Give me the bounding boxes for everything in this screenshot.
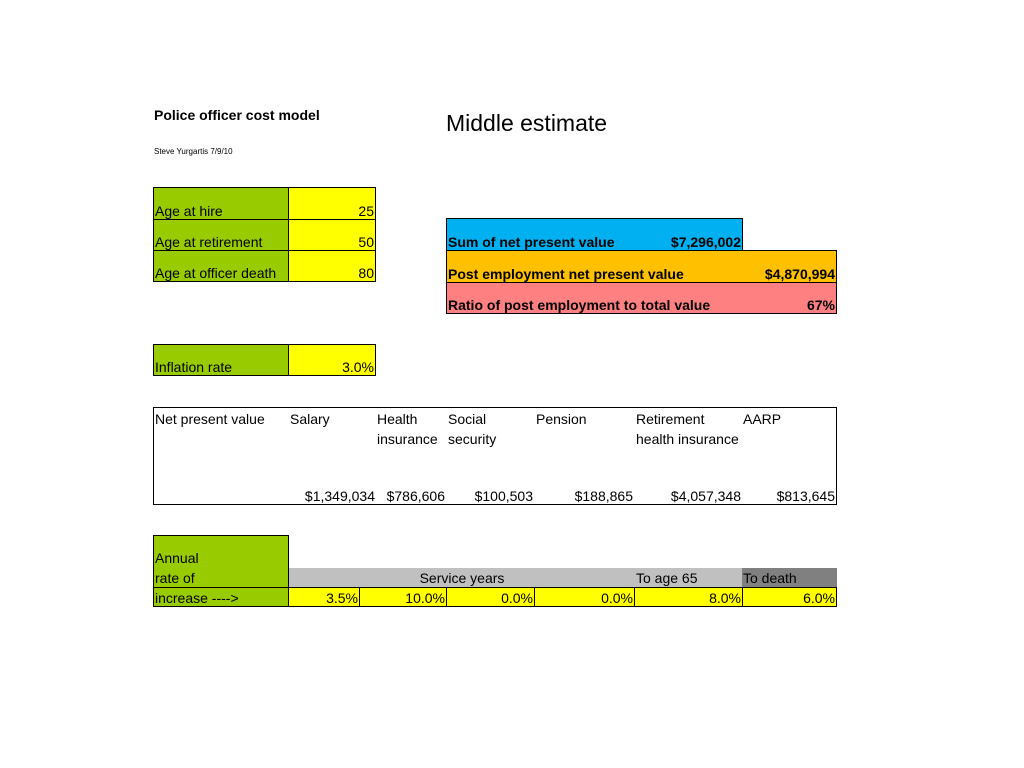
npv-row-label: Net present value <box>155 411 265 427</box>
author-date: Steve Yurgartis 7/9/10 <box>154 147 233 156</box>
npv-header-salary: Salary <box>290 411 330 427</box>
post-npv-value: $4,870,994 <box>743 250 837 283</box>
age-at-death-input[interactable]: 80 <box>288 250 376 282</box>
rates-label-line1: Annual <box>155 550 199 566</box>
rates-label-line2: rate of <box>155 570 195 586</box>
service-years-header: Service years <box>289 568 635 587</box>
page-title: Police officer cost model <box>154 107 320 123</box>
to-age-65-header: To age 65 <box>635 568 742 587</box>
npv-header-retirement-health: Retirement health insurance <box>636 411 739 447</box>
npv-value-social-security: $100,503 <box>474 488 533 504</box>
age-at-hire-input[interactable]: 25 <box>288 187 376 220</box>
npv-value-aarp: $813,645 <box>776 488 835 504</box>
npv-value-retirement-health: $4,057,348 <box>670 488 741 504</box>
npv-value-pension: $188,865 <box>574 488 633 504</box>
npv-header-pension: Pension <box>536 411 587 427</box>
post-npv-label: Post employment net present value <box>446 250 744 283</box>
rates-label-line3: increase ----> <box>155 590 239 606</box>
estimate-label: Middle estimate <box>446 110 608 136</box>
inflation-rate-label: Inflation rate <box>153 344 289 376</box>
rate-to-death-input[interactable]: 6.0% <box>742 587 837 607</box>
age-at-retirement-label: Age at retirement <box>153 219 289 251</box>
ratio-label: Ratio of post employment to total value <box>446 282 744 314</box>
age-at-retirement-input[interactable]: 50 <box>288 219 376 251</box>
rate-health-insurance-input[interactable]: 10.0% <box>359 587 447 607</box>
sum-npv-label: Sum of net present value <box>446 218 646 251</box>
npv-header-social-security: Social security <box>448 411 497 447</box>
age-at-death-label: Age at officer death <box>153 250 289 282</box>
npv-header-health-insurance: Health insurance <box>377 411 438 447</box>
age-at-hire-label: Age at hire <box>153 187 289 220</box>
rate-social-security-input[interactable]: 0.0% <box>446 587 535 607</box>
inflation-rate-input[interactable]: 3.0% <box>288 344 376 376</box>
rate-salary-input[interactable]: 3.5% <box>288 587 360 607</box>
npv-header-aarp: AARP <box>743 411 782 427</box>
ratio-value: 67% <box>743 282 837 314</box>
rate-to-age-65-input[interactable]: 8.0% <box>634 587 743 607</box>
rate-pension-input[interactable]: 0.0% <box>534 587 635 607</box>
sum-npv-value: $7,296,002 <box>645 218 743 251</box>
to-death-header: To death <box>742 568 837 587</box>
rates-label-divider <box>154 587 288 588</box>
npv-value-health-insurance: $786,606 <box>386 488 445 504</box>
npv-value-salary: $1,349,034 <box>304 488 375 504</box>
